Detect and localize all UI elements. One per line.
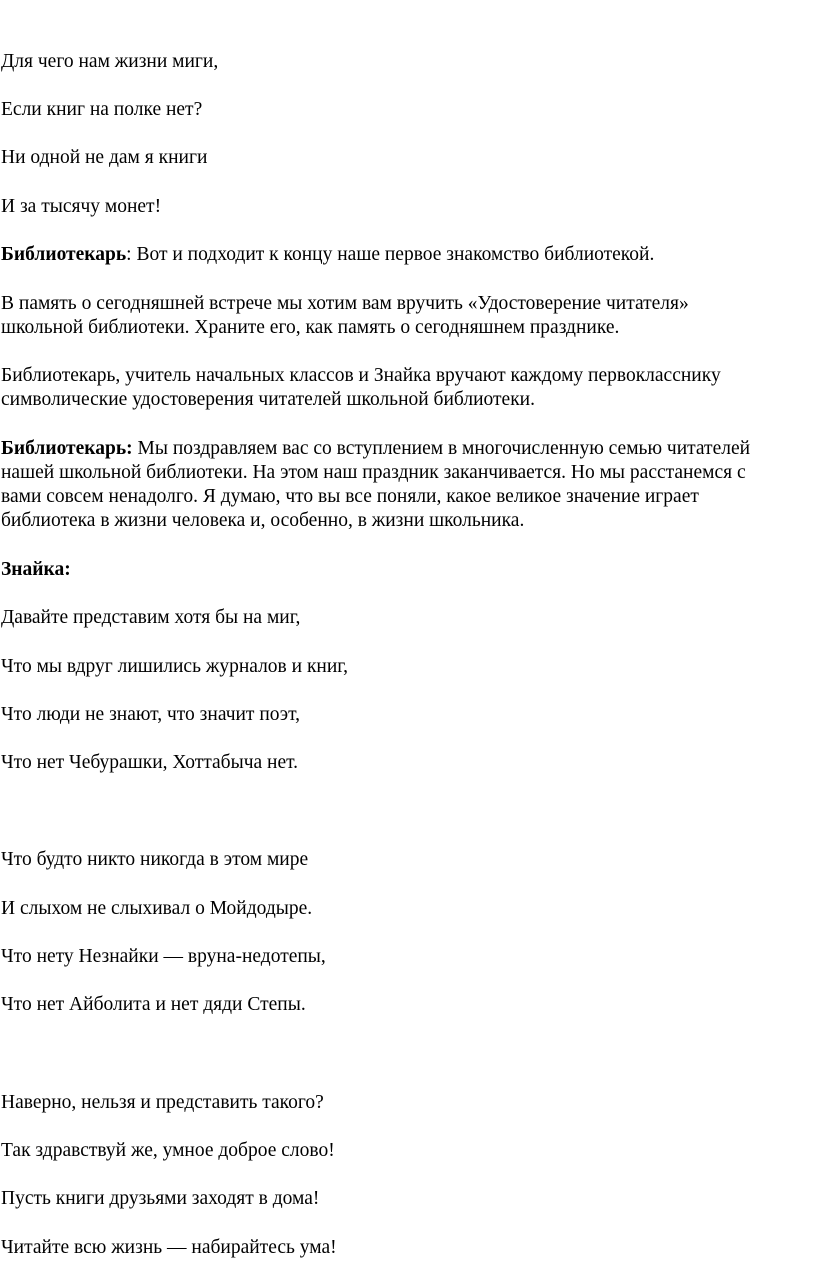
speaker-label: Знайка: xyxy=(1,559,71,580)
paragraph-3-line-2: символические удостоверения читателей школьной библиотеки. xyxy=(1,389,535,410)
speaker-label: Библиотекарь xyxy=(1,244,127,265)
verse3-line-4: Что нет Айболита и нет дяди Степы. xyxy=(1,994,306,1015)
verse1-line-1: Для чего нам жизни миги, xyxy=(1,51,219,72)
librarian-paragraph-2-line-4: библиотека в жизни человека и, особенно, в жизни школьника. xyxy=(1,510,525,531)
verse2-line-3: Что люди не знают, что значит поэт, xyxy=(1,704,301,725)
verse3-line-1: Что будто никто никогда в этом мире xyxy=(1,849,309,870)
paragraph-text: Мы поздравляем вас со вступлением в многочисленную семью читателей xyxy=(132,438,751,459)
verse4-line-4: Читайте всю жизнь — набирайтесь ума! xyxy=(1,1237,337,1258)
librarian-paragraph-2-line-2: нашей школьной библиотеки. На этом наш праздник заканчивается. Но мы расстанемся с xyxy=(1,462,746,483)
paragraph-2-line-1: В память о сегодняшней встрече мы хотим вам вручить «Удостоверение читателя» xyxy=(1,293,689,314)
librarian-paragraph-2-line-3: вами совсем ненадолго. Я думаю, что вы все поняли, какое великое значение играет xyxy=(1,486,699,507)
paragraph-text: : Вот и подходит к концу наше первое знакомство библиотекой. xyxy=(126,244,655,265)
verse2-line-1: Давайте представим хотя бы на миг, xyxy=(1,607,301,628)
verse2-line-2: Что мы вдруг лишились журналов и книг, xyxy=(1,656,348,677)
verse1-line-2: Если книг на полке нет? xyxy=(1,99,203,120)
verse3-line-3: Что нету Незнайки — вруна-недотепы, xyxy=(1,946,326,967)
verse1-line-3: Ни одной не дам я книги xyxy=(1,147,208,168)
librarian-paragraph-1 xyxy=(1,243,654,267)
verse1-line-4: И за тысячу монет! xyxy=(1,196,162,217)
verse2-line-4: Что нет Чебурашки, Хоттабыча нет. xyxy=(1,752,299,773)
speaker-label: Библиотекарь: xyxy=(1,438,133,459)
librarian-paragraph-2-line-1 xyxy=(1,437,750,461)
paragraph-2-line-2: школьной библиотеки. Храните его, как память о сегодняшнем празднике. xyxy=(1,317,620,338)
znayka-heading xyxy=(1,558,71,582)
paragraph-3-line-1: Библиотекарь, учитель начальных классов и Знайка вручают каждому первокласснику xyxy=(1,365,721,386)
verse4-line-1: Наверно, нельзя и представить такого? xyxy=(1,1092,324,1113)
verse4-line-2: Так здравствуй же, умное доброе слово! xyxy=(1,1140,335,1161)
verse3-line-2: И слыхом не слыхивал о Мойдодыре. xyxy=(1,898,313,919)
verse4-line-3: Пусть книги друзьями заходят в дома! xyxy=(1,1188,320,1209)
